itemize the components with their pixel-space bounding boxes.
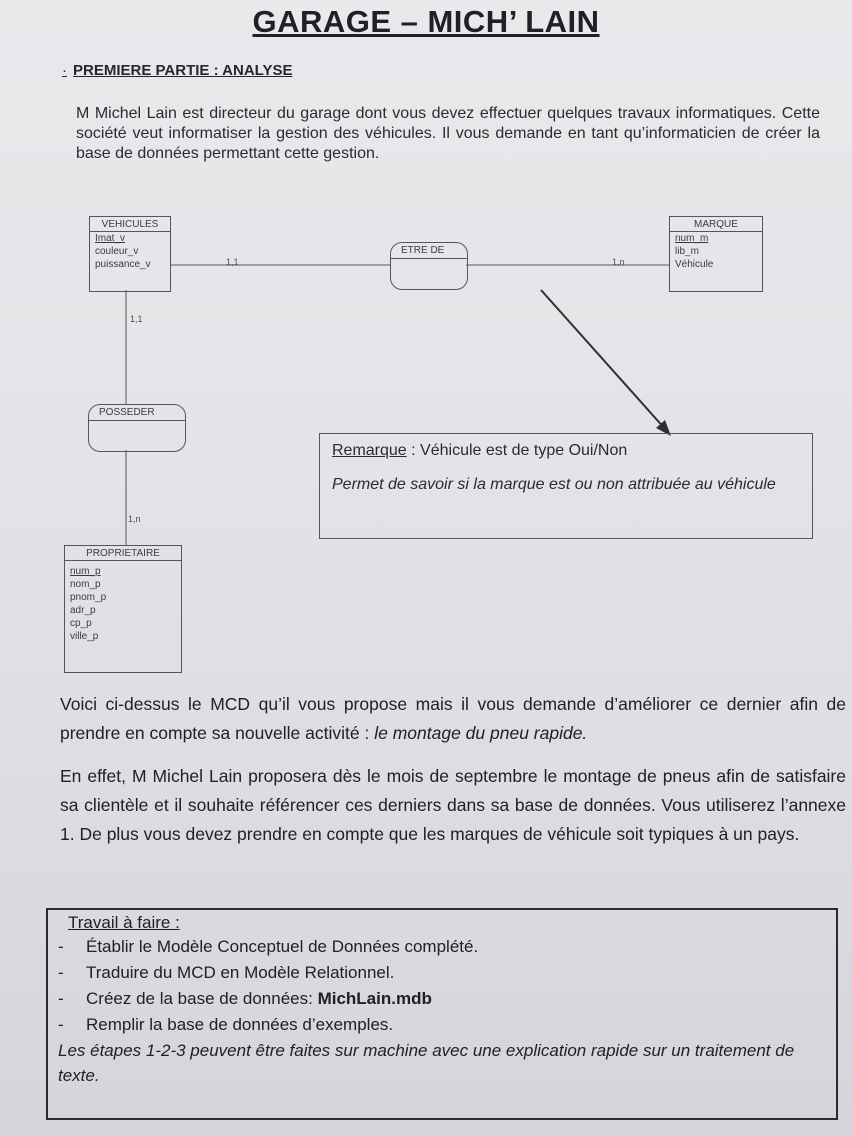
entity-marque [669, 216, 763, 292]
remark-label: Remarque [332, 442, 407, 459]
cardinality-label: 1,n [612, 257, 625, 267]
body-paragraph-1 [60, 690, 846, 748]
entity-field: num_p [70, 566, 101, 577]
entity-field: couleur_v [95, 246, 139, 257]
body-paragraph-1-text: Voici ci-dessus le MCD qu’il vous propose mais il vous demande d’améliorer ce dernier afin de prendre en compte sa nouvelle activité : [60, 694, 846, 743]
remark-line [332, 442, 800, 460]
task-item-text: Créez de la base de données: [86, 989, 318, 1008]
task-item: - Créez de la base de données: MichLain.mdb [58, 989, 432, 1008]
remark-text: : Véhicule est de type Oui/Non [406, 442, 628, 459]
entity-field: puissance_v [95, 259, 151, 270]
task-item: - Remplir la base de données d’exemples. [58, 1015, 394, 1034]
intro-paragraph: M Michel Lain est directeur du garage dont vous devez effectuer quelques travaux informatiques. Cette société veut informatiser la gestion des véhicules. Il vous demande en tant qu’informaticien de créer la base de données permettant cette gestion. [76, 105, 820, 162]
task-box [46, 908, 838, 1120]
association-posseder [88, 404, 186, 452]
entity-vehicules-name: VEHICULES [90, 217, 170, 232]
association-etre-de-name: ETRE DE [391, 243, 467, 259]
database-name: MichLain.mdb [317, 989, 432, 1008]
task-item-text: Établir le Modèle Conceptuel de Données complété. [86, 937, 479, 956]
body-paragraph-1-italic: le montage du pneu rapide. [374, 723, 588, 743]
entity-vehicules [89, 216, 171, 292]
entity-field: cp_p [70, 618, 92, 629]
body-paragraph-2: En effet, M Michel Lain proposera dès le mois de septembre le montage de pneus afin de satisfaire sa clientèle et il souhaite référencer ces derniers dans sa base de données. Vous utiliserez l’annexe 1. De plus vous devez prendre en compte que les marques de véhicule soit typiques à un pays. [60, 766, 846, 844]
section-heading: · PREMIERE PARTIE : ANALYSE [62, 62, 293, 79]
entity-field: adr_p [70, 605, 96, 616]
association-posseder-name: POSSEDER [89, 405, 185, 421]
cardinality-label: 1,n [128, 514, 141, 524]
cardinality-label: 1,1 [130, 314, 143, 324]
entity-proprietaire-name: PROPRIETAIRE [65, 546, 181, 561]
association-etre-de [390, 242, 468, 290]
remark-box [319, 433, 813, 539]
task-item: - Établir le Modèle Conceptuel de Données complété. [58, 937, 479, 956]
entity-field: ville_p [70, 631, 99, 642]
cardinality-label: 1,1 [226, 257, 239, 267]
task-item-text: Traduire du MCD en Modèle Relationnel. [86, 963, 395, 982]
entity-field: Imat_v [95, 233, 126, 244]
entity-field: lib_m [675, 246, 699, 257]
entity-field: num_m [675, 233, 709, 244]
entity-field: Véhicule [675, 259, 714, 270]
entity-field: nom_p [70, 579, 101, 590]
remark-detail: Permet de savoir si la marque est ou non attribuée au véhicule [332, 476, 776, 493]
section-title: PREMIERE PARTIE : ANALYSE [73, 62, 293, 79]
remark-pointer-arrow [541, 290, 666, 430]
task-heading: Travail à faire : [68, 913, 180, 932]
page-title: GARAGE – MICH’ LAIN [252, 4, 600, 39]
entity-marque-name: MARQUE [670, 217, 762, 232]
task-note: Les étapes 1-2-3 peuvent être faites sur machine avec une explication rapide sur un traitement de texte. [58, 1041, 795, 1085]
task-item-text: Remplir la base de données d’exemples. [86, 1015, 394, 1034]
task-item: - Traduire du MCD en Modèle Relationnel. [58, 963, 395, 982]
entity-proprietaire [64, 545, 182, 673]
entity-field: pnom_p [70, 592, 107, 603]
